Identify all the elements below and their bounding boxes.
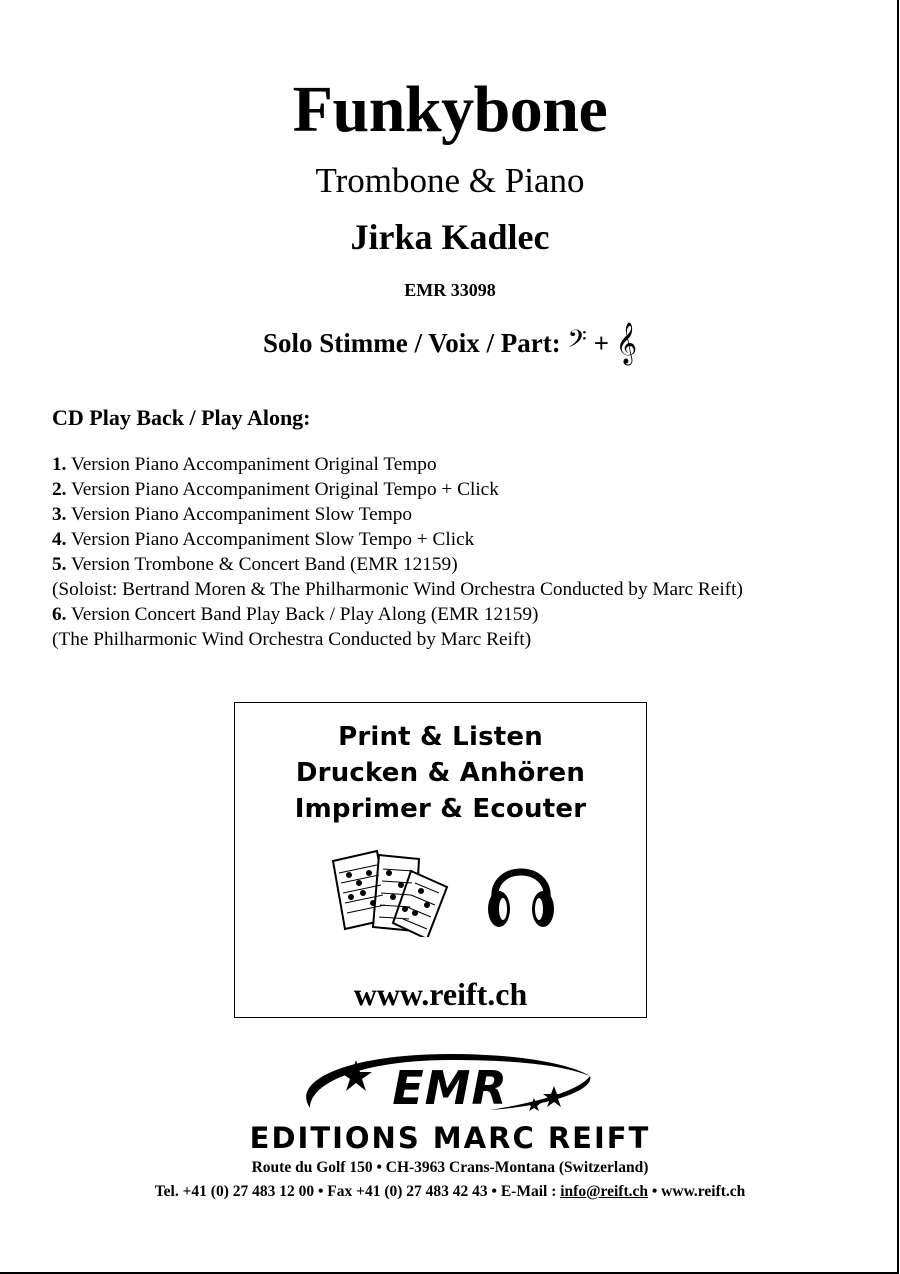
part-line — [0, 321, 900, 363]
track-text: Version Piano Accompaniment Slow Tempo + Click — [66, 529, 475, 550]
emr-logo — [290, 1050, 610, 1127]
track-text: (Soloist: Bertrand Moren & The Philharmonic Wind Orchestra Conducted by Marc Reift) — [52, 579, 743, 600]
track-text: Version Concert Band Play Back / Play Along (EMR 12159) — [66, 604, 539, 625]
track-item — [52, 527, 743, 552]
track-number: 3. — [52, 504, 67, 525]
part-plus: + — [593, 328, 609, 358]
track-item — [52, 602, 743, 627]
cd-heading: CD Play Back / Play Along: — [52, 405, 311, 430]
print-listen-box — [234, 702, 647, 1018]
promo-url[interactable]: www.reift.ch — [353, 976, 528, 1012]
track-note — [52, 577, 743, 602]
track-text: Version Trombone & Concert Band (EMR 12159) — [66, 554, 458, 575]
track-note — [52, 627, 743, 652]
publisher-contact — [0, 1182, 900, 1202]
track-item — [52, 552, 743, 577]
track-text: (The Philharmonic Wind Orchestra Conducted by Marc Reift) — [52, 629, 532, 650]
bass-clef-icon: 𝄢 — [567, 325, 587, 360]
track-item — [52, 452, 743, 477]
track-text: Version Piano Accompaniment Original Tempo — [66, 454, 437, 475]
promo-line-de: Drucken & Anhören — [295, 758, 586, 788]
email-link[interactable]: info@reift.ch — [560, 1183, 648, 1200]
phone-fax: Tel. +41 (0) 27 483 12 00 • Fax +41 (0) 27 483 42 43 • E-Mail : — [154, 1183, 561, 1200]
publisher-name: EDITIONS MARC REIFT — [249, 1121, 651, 1155]
track-item — [52, 502, 743, 527]
web-address[interactable]: • www.reift.ch — [648, 1183, 746, 1200]
publisher-address: Route du Golf 150 • CH-3963 Crans-Montana (Switzerland) — [251, 1159, 649, 1176]
logo-text: EMR — [392, 1061, 508, 1115]
sheet-music-icon — [327, 847, 457, 942]
instrumentation: Trombone & Piano — [315, 161, 585, 200]
track-number: 6. — [52, 604, 67, 625]
track-number: 4. — [52, 529, 67, 550]
treble-clef-icon: 𝄞 — [615, 323, 637, 364]
track-number: 1. — [52, 454, 67, 475]
page-title: Funkybone — [292, 73, 608, 146]
track-number: 2. — [52, 479, 67, 500]
catalog-number: EMR 33098 — [404, 280, 496, 300]
track-item — [52, 477, 743, 502]
track-text: Version Piano Accompaniment Original Tempo + Click — [66, 479, 499, 500]
composer-name: Jirka Kadlec — [350, 217, 550, 257]
promo-lines — [235, 719, 646, 827]
track-number: 5. — [52, 554, 67, 575]
headphones-icon — [485, 853, 557, 938]
promo-line-en: Print & Listen — [338, 722, 543, 752]
track-text: Version Piano Accompaniment Slow Tempo — [66, 504, 412, 525]
promo-line-fr: Imprimer & Ecouter — [294, 794, 587, 824]
track-list — [52, 452, 743, 652]
part-label: Solo Stimme / Voix / Part: — [263, 328, 561, 358]
